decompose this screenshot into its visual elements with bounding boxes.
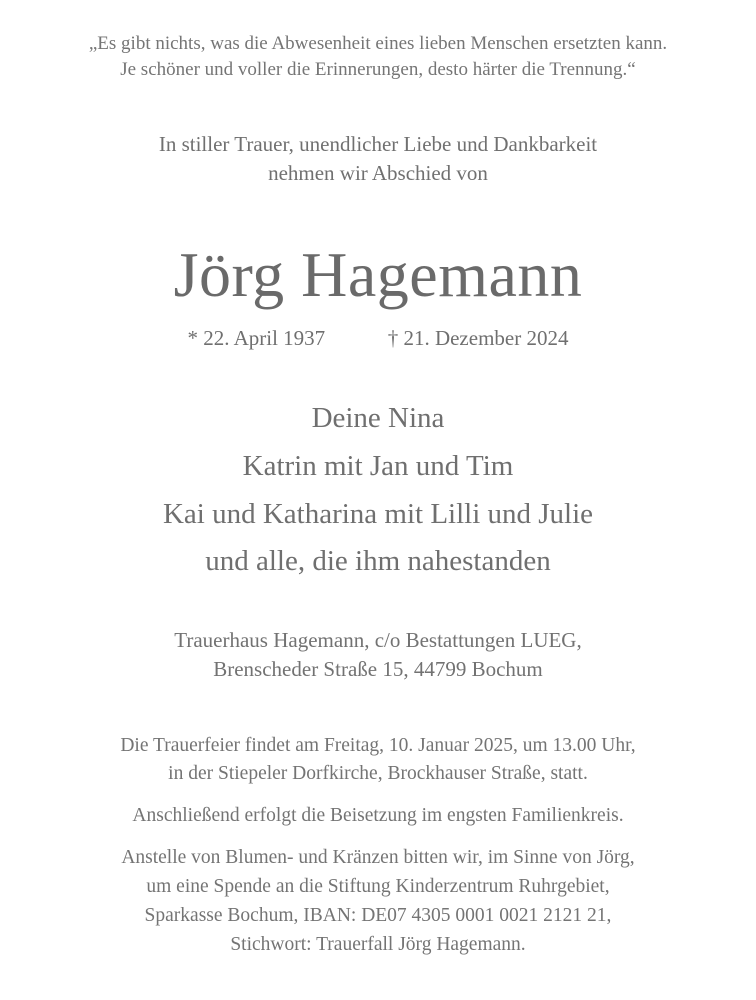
life-dates	[0, 326, 756, 351]
family-line-3: Kai und Katharina mit Lilli und Julie	[162, 498, 594, 530]
donation-line-3: Sparkasse Bochum, IBAN: DE07 4305 0001 0021 2121 21,	[144, 905, 612, 926]
donation-line-1: Anstelle von Blumen- und Kränzen bitten wir, im Sinne von Jörg,	[121, 847, 635, 868]
donation-line-4: Stichwort: Trauerfall Jörg Hagemann.	[230, 934, 526, 955]
family-line-4: und alle, die ihm nahestanden	[205, 545, 551, 577]
deceased-name: Jörg Hagemann	[173, 239, 583, 310]
death-date: † 21. Dezember 2024	[387, 326, 569, 350]
family-line-1: Deine Nina	[311, 402, 445, 434]
address-line-2: Brenscheder Straße 15, 44799 Bochum	[213, 657, 543, 681]
quote-line-1: „Es gibt nichts, was die Abwesenheit eines lieben Menschen ersetzten kann.	[88, 33, 668, 54]
quote-line-2: Je schöner und voller die Erinnerungen, desto härter die Trennung.“	[120, 59, 636, 80]
donation-line-2: um eine Spende an die Stiftung Kinderzentrum Ruhrgebiet,	[146, 876, 610, 897]
intro-line-2: nehmen wir Abschied von	[268, 161, 488, 185]
burial-note: Anschließend erfolgt die Beisetzung im engsten Familienkreis.	[132, 805, 624, 826]
family-line-2: Katrin mit Jan und Tim	[242, 450, 514, 482]
ceremony-line-2: in der Stiepeler Dorfkirche, Brockhauser Straße, statt.	[168, 763, 588, 784]
ceremony-line-1: Die Trauerfeier findet am Freitag, 10. Januar 2025, um 13.00 Uhr,	[120, 735, 636, 756]
birth-date: * 22. April 1937	[187, 326, 326, 350]
intro-line-1: In stiller Trauer, unendlicher Liebe und Dankbarkeit	[158, 132, 598, 156]
address-line-1: Trauerhaus Hagemann, c/o Bestattungen LUEG,	[174, 628, 582, 652]
